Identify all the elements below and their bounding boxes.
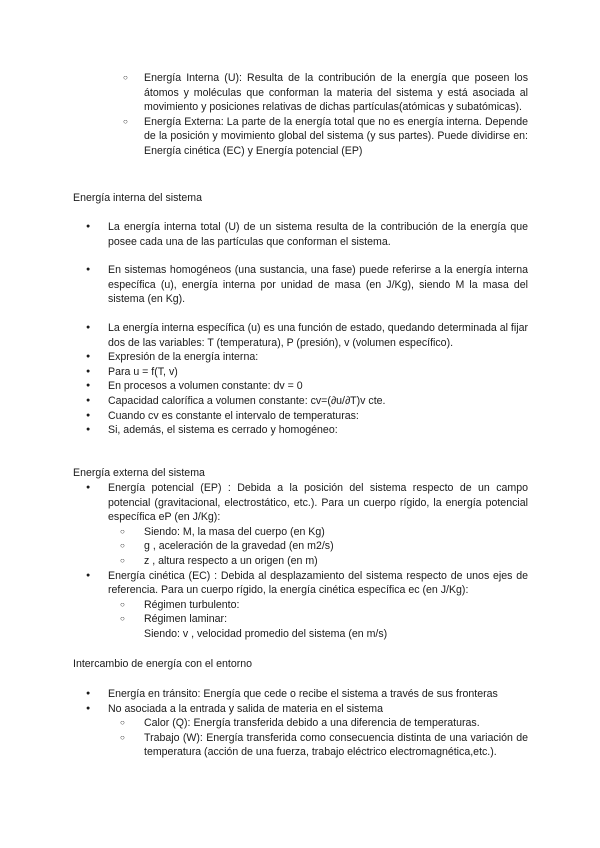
list-item (108, 612, 528, 641)
list-item: ● La energía interna total (U) de un sistema resulta de la contribución de la energía que posee cada una de las partículas que conforman el sistema. (72, 220, 528, 249)
internal-energy-section (0, 220, 600, 249)
internal-energy-homogeneous (0, 263, 600, 307)
list-item-potential-energy (72, 481, 528, 569)
list-item: ○ g , aceleración de la gravedad (en m2/s) (108, 539, 528, 554)
list-item: ● En sistemas homogéneos (una sustancia, una fase) puede referirse a la energía interna específica (u), energía interna por unidad de masa (en J/Kg), siendo M la masa del sistema (en Kg). (72, 263, 528, 307)
section-heading-exchange: Intercambio de energía con el entorno (73, 658, 253, 670)
list-item: ○ Energía Interna (U): Resulta de la contribución de la energía que poseen los átomos y moléculas que conforman la materia del sistema y está asociada al movimiento y posiciones relativas de dichas partículas(atómicas y subatómicas). (0, 71, 528, 115)
section-heading-internal: Energía interna del sistema (73, 192, 202, 204)
list-item: ○ Energía Externa: La parte de la energía total que no es energía interna. Depende de la posición y movimiento global del sistema (y sus partes). Puede dividirse en: Energía cinética (EC) y Energía potencial (EP) (0, 115, 528, 159)
list-item: ● Cuando cv es constante el intervalo de temperaturas: (72, 409, 528, 424)
section-heading-external: Energía externa del sistema (73, 467, 205, 479)
list-item: ● En procesos a volumen constante: dv = 0 (72, 379, 528, 394)
top-definitions (0, 71, 600, 159)
energy-exchange-section (0, 687, 600, 760)
list-item: ○ Calor (Q): Energía transferida debido a una diferencia de temperaturas. (108, 716, 528, 731)
list-item: ● Capacidad calorífica a volumen constante: cv=(∂u/∂T)v cte. (72, 394, 528, 409)
list-item: ● Energía en tránsito: Energía que cede o recibe el sistema a través de sus fronteras (72, 687, 528, 702)
kinetic-energy-text: Energía cinética (EC) : Debida al desplazamiento del sistema respecto de unos ejes de referencia. Para un cuerpo rígido, la energía cinética específica ec (en J/Kg): (108, 569, 528, 597)
list-item: ● Para u = f(T, v) (72, 365, 528, 380)
external-energy-section (0, 481, 600, 642)
internal-energy-list (0, 321, 600, 438)
list-item (72, 702, 528, 760)
list-item: ● La energía interna específica (u) es una función de estado, quedando determinada al fijar dos de las variables: T (temperatura), P (presión), v (volumen específico). (72, 321, 528, 350)
potential-energy-text: Energía potencial (EP) : Debida a la posición del sistema respecto de un campo potencial (gravitacional, electrostático, etc.). Para un cuerpo rígido, la energía potencial específica eP (en J/Kg): (108, 482, 528, 524)
list-item: ○ Siendo: M, la masa del cuerpo (en Kg) (108, 525, 528, 540)
list-item: ● Si, además, el sistema es cerrado y homogéneo: (72, 423, 528, 438)
velocity-note: Siendo: v , velocidad promedio del sistema (en m/s) (144, 627, 388, 640)
no-mass-transfer-text: No asociada a la entrada y salida de materia en el sistema (108, 702, 384, 715)
laminar-regime-label: Régimen laminar: (144, 613, 228, 626)
list-item: ○ z , altura respecto a un origen (en m) (108, 554, 528, 569)
list-item: ○ Régimen turbulento: (108, 598, 528, 613)
list-item-kinetic-energy (72, 569, 528, 642)
list-item: ● Expresión de la energía interna: (72, 350, 528, 365)
list-item: ○ Trabajo (W): Energía transferida como consecuencia distinta de una variación de temperatura (acción de una fuerza, trabajo eléctrico electromagnética,etc.). (108, 731, 528, 760)
